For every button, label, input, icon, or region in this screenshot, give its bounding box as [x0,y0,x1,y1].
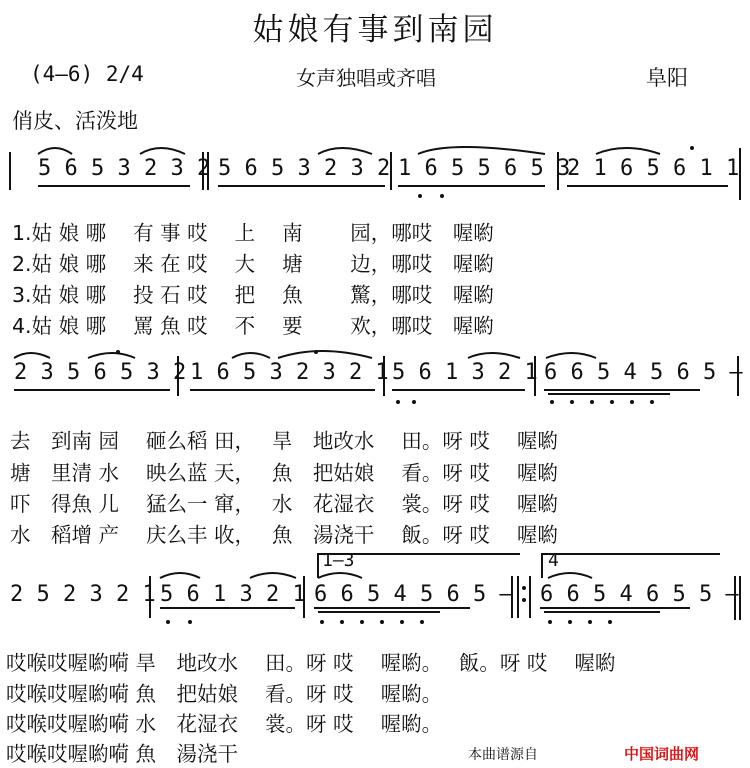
lyric-row-1-verse-4: 4.姑 娘 哪 罵 魚 哎 不 要 欢，哪哎 喔喲 [12,314,494,338]
lyric-row-3-verse-1: 哎喉哎喔喲嗬 旱 地改水 田。呀 哎 喔喲。 飯。呀 哎 喔喲 [6,651,616,675]
key-signature: (4—6) 2/4 [30,62,144,86]
measure-3-4: 6 6 5 4 6 5 5 — [540,582,739,607]
measure-1-2: 5 6 5 3 2 3 2 [218,156,391,181]
measure-2-2: 1 6 5 3 2 3 2 1 [190,360,389,385]
measure-3-2: 5 6 1 3 2 1 [160,582,306,607]
lyric-row-1-verse-2: 2.姑 娘 哪 来 在 哎 大 塘 边，哪哎 喔喲 [12,252,494,276]
measure-2-1: 2 3 5 6 5 3 2 [14,360,187,385]
volta-2-label: 4 [548,550,559,571]
footer-source-text: 本曲谱源自 [468,747,538,763]
tempo-marking: 俏皮、活泼地 [12,109,138,133]
lyric-row-3-verse-4: 哎喉哎喔喲嗬 魚 湯浇干 [6,742,239,766]
lyric-row-2-verse-2: 塘 里清 水 映么蓝 天， 魚 把姑娘 看。呀 哎 喔喲 [10,461,558,485]
volta-1-label: 1—3 [322,550,355,571]
staff-row-1 [0,138,750,218]
measure-3-1: 2 5 2 3 2 1 [10,582,156,607]
performance-note: 女声独唱或齐唱 [296,66,436,90]
footer-site-link[interactable]: 中国词曲网 [624,745,700,763]
measure-1-4: 2 1 6 5 6 1 1 [567,156,740,181]
measure-1-3: 1 6 5 5 6 5 3 [398,156,571,181]
song-origin: 阜阳 [646,66,688,90]
staff-row-2 [0,346,750,426]
staff-row-3 [0,548,750,628]
measure-3-3: 6 6 5 4 5 6 5 — [314,582,513,607]
lyric-row-2-verse-4: 水 稻增 产 庆么丰 收， 魚 湯浇干 飯。呀 哎 喔喲 [10,523,558,547]
lyric-row-1-verse-3: 3.姑 娘 哪 投 石 哎 把 魚 驚，哪哎 喔喲 [12,283,494,307]
lyric-row-2-verse-1: 去 到南 园 砸么稻 田， 旱 地改水 田。呀 哎 喔喲 [10,429,558,453]
lyric-row-2-verse-3: 吓 得魚 儿 猛么一 窜， 水 花湿衣 裳。呀 哎 喔喲 [10,492,558,516]
measure-1-1: 5 6 5 3 2 3 2 [38,156,211,181]
lyric-row-3-verse-2: 哎喉哎喔喲嗬 魚 把姑娘 看。呀 哎 喔喲。 [6,682,443,706]
staff-row-2-lines [0,346,750,426]
measure-2-4: 6 6 5 4 5 6 5 — [544,360,743,385]
measure-2-3: 5 6 1 3 2 1 [392,360,538,385]
lyric-row-1-verse-1: 1.姑 娘 哪 有 事 哎 上 南 园，哪哎 喔喲 [12,221,494,245]
song-title: 姑娘有事到南园 [252,12,498,48]
lyric-row-3-verse-3: 哎喉哎喔喲嗬 水 花湿衣 裳。呀 哎 喔喲。 [6,712,443,736]
